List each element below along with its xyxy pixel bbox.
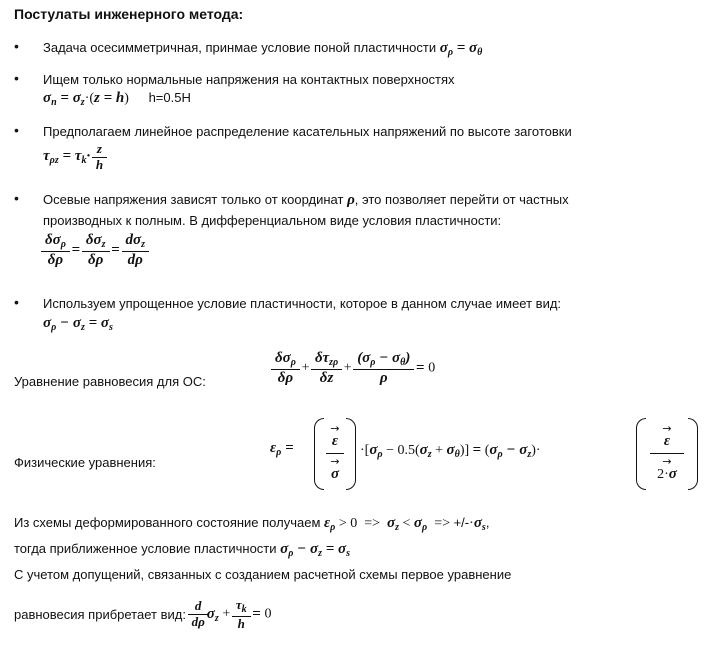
- bullet-dot: •: [14, 70, 19, 86]
- label-equilibrium: Уравнение равновесия для ОС:: [14, 374, 206, 389]
- formula-tau: $\tau_{\rho z} = \tau_k\cdot$ $\frac{z}{h}$: [43, 142, 105, 173]
- bullet-text-2: Ищем только нормальные напряжения на контактных поверхностях: [43, 72, 455, 87]
- bullet-dot: •: [14, 38, 19, 54]
- paragraph-line-4: равновесия прибретает вид: $\frac{d}{d\rho}$ $\sigma_z$ + $\frac{\tau_k}{h}$ = 0: [14, 597, 272, 631]
- heading: Постулаты инженерного метода:: [14, 6, 244, 22]
- bullet-text-4b: производных к полным. В дифференциальном виде условия пластичности:: [43, 213, 502, 228]
- bullet-text-3: Предполагаем линейное распределение касательных напряжений по высоте заготовки: [43, 124, 572, 139]
- formula-derivatives: $\frac{\delta\sigma_\rho}{\delta\rho}$ = $\frac{\delta\sigma_z}{\delta\rho}$ = $\frac{d\sigma_z}{d\rho}$: [43, 232, 147, 269]
- bullet-dot: •: [14, 294, 19, 310]
- formula-equilibrium: $\frac{\delta\sigma_\rho}{\delta\rho}$ + $\frac{\delta\tau_{z\rho}}{\delta z}$ + $\frac{(\sigma_\rho - \sigma_\theta)}{\rho}$ = 0: [273, 350, 435, 387]
- bullet-text-5: Используем упрощенное условие пластичности, которое в данном случае имеет вид:: [43, 296, 562, 311]
- h-value: h=0.5H: [148, 90, 191, 105]
- paragraph-line-1: Из схемы деформированного состояние получаем $\varepsilon_\rho > 0 => \sigma_z < \sigma_\rho => +/-\cdot\sigma_s$,: [14, 515, 490, 533]
- formula-physical: $\varepsilon_\rho$ = → ε → σ $\cdot[\sigma_\rho - 0.5(\sigma_z + \sigma_\theta)] = (\sigma_\rho - \sigma_z)\cdot$ → ε → 2·σ: [270, 418, 710, 492]
- bullet-text-4: Осевые напряжения зависят только от координат ρ, это позволяет перейти от частных: [43, 192, 569, 208]
- formula-simplified-plasticity: $\sigma_\rho - \sigma_z = \sigma_s$: [43, 315, 113, 333]
- paragraph-line-3: С учетом допущений, связанных с созданием расчетной схемы первое уравнение: [14, 567, 512, 582]
- bullet-dot: •: [14, 122, 19, 138]
- formula-sigma-rho-theta: $\sigma_\rho = \sigma_\theta$: [439, 40, 483, 58]
- bullet-text-1: Задача осесимметричная, принмае условие поной пластичности $\sigma_\rho = \sigma_\theta$: [43, 40, 483, 58]
- formula-sigma-n: $\sigma_n = \sigma_z\cdot(z = h)$ h=0.5H: [43, 90, 191, 108]
- label-physical: Физические уравнения:: [14, 455, 156, 470]
- bullet-dot: •: [14, 190, 19, 206]
- paragraph-line-2: тогда приближенное условие пластичности $\sigma_\rho - \sigma_z = \sigma_s$: [14, 541, 351, 559]
